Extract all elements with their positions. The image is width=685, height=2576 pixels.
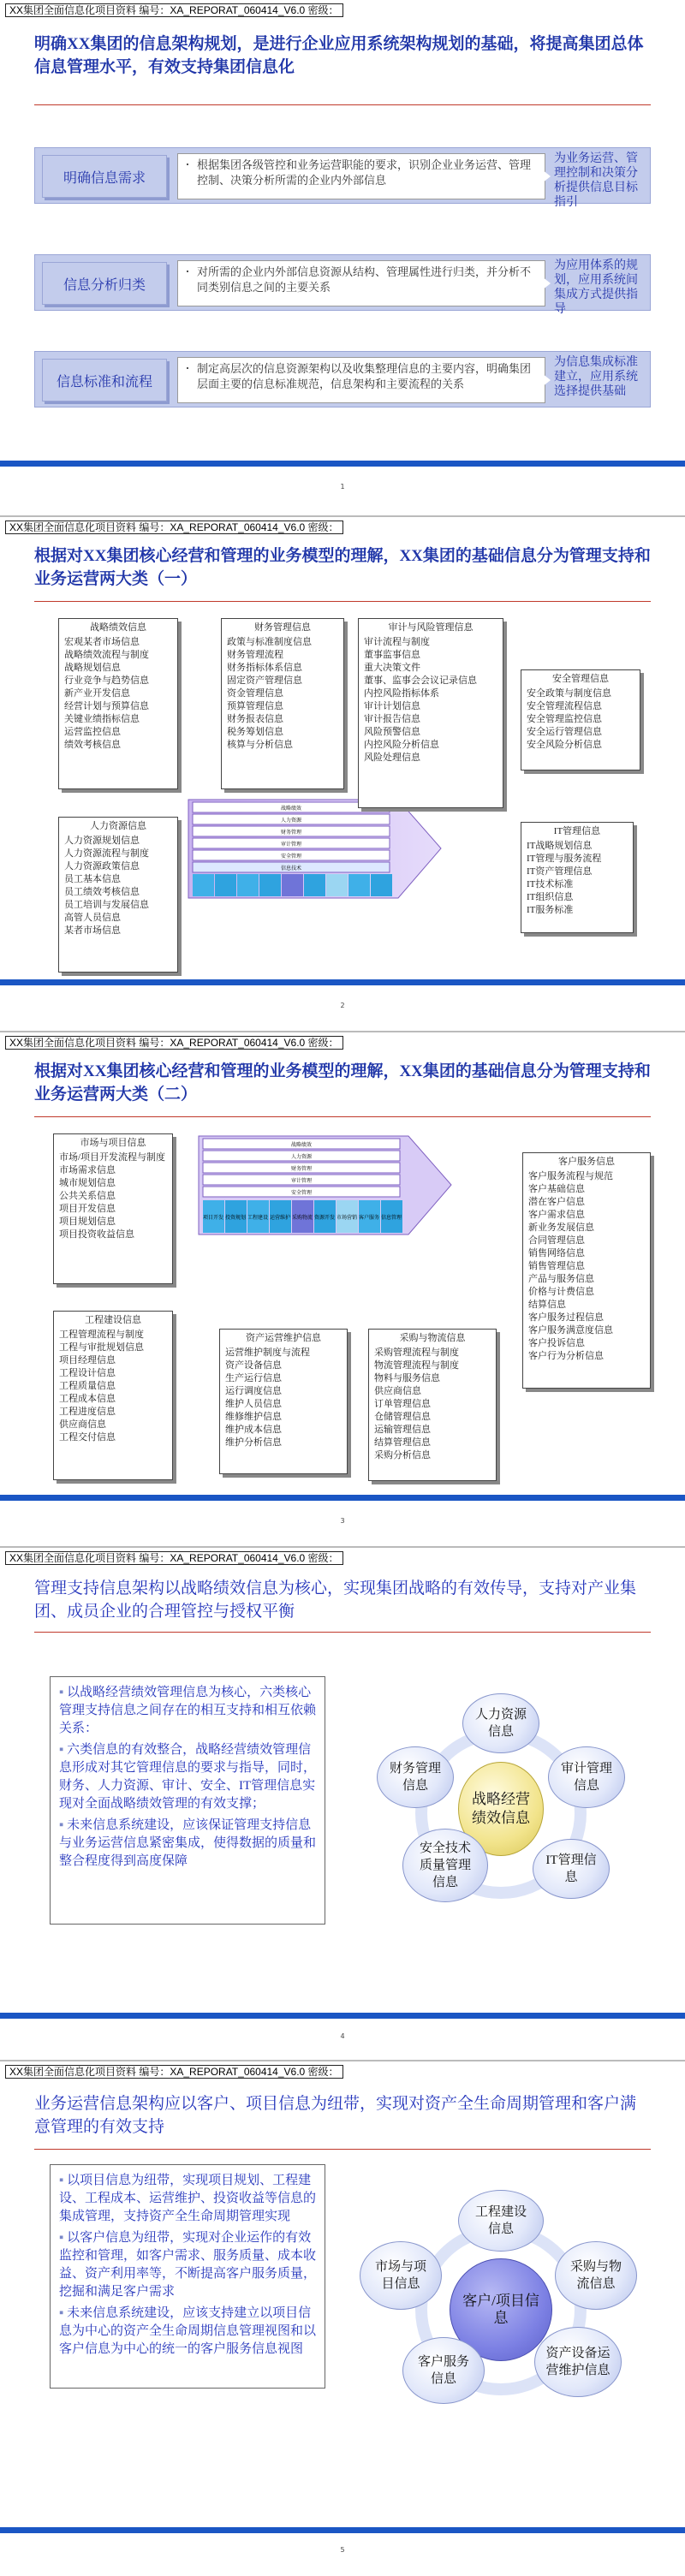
list-item: 仓储管理信息 <box>374 1412 431 1422</box>
header-bar <box>0 1032 685 1051</box>
box-items <box>64 835 172 937</box>
paragraph <box>59 1817 316 1871</box>
list-item: IT管理与服务流程 <box>527 854 602 864</box>
list-item: 战略规划信息 <box>64 663 121 673</box>
box-asset-maintenance <box>219 1329 348 1474</box>
layer-label: 审计管理 <box>290 1178 313 1184</box>
list-item: 销售网络信息 <box>528 1248 585 1258</box>
box-items <box>227 636 338 752</box>
list-item: 风险处理信息 <box>364 753 420 763</box>
list-item: 维修维护信息 <box>225 1412 282 1422</box>
box-title: 战略绩效信息 <box>90 622 146 633</box>
arrow-icon <box>542 277 551 290</box>
slide-5 <box>0 2060 685 2576</box>
header-bar <box>0 517 685 536</box>
header-bar <box>0 2061 685 2080</box>
list-item: 客户服务过程信息 <box>528 1312 604 1323</box>
header-text: XX集团全面信息化项目资料 编号：XA_REPORAT_060414_V6.0 密级： <box>5 3 343 17</box>
node-market-project: 市场与项目信息 <box>360 2241 442 2310</box>
list-item: 维护成本信息 <box>225 1425 282 1435</box>
paragraph <box>59 2229 316 2301</box>
list-item: 结算信息 <box>528 1300 566 1310</box>
footer-bar <box>0 461 685 467</box>
list-item: 运输管理信息 <box>374 1425 431 1435</box>
list-item: 工程交付信息 <box>59 1432 116 1443</box>
list-item: 项目经理信息 <box>59 1355 116 1365</box>
box-security <box>521 669 640 770</box>
box-title: 客户服务信息 <box>558 1157 615 1167</box>
list-item: 财务报表信息 <box>227 714 283 724</box>
title-underline <box>34 104 651 105</box>
list-item: 人力资源政策信息 <box>64 861 140 872</box>
row-text: · 制定高层次的信息资源架构以及收集整理信息的主要内容，明确集团层面主要的信息标准规范，信息架构和主要流程的关系 <box>177 357 545 403</box>
row-text: · 根据集团各级管控和业务运营职能的要求，识别企业业务运营、管理控制、决策分析所需的企业内外部信息 <box>177 153 545 199</box>
list-item: 项目开发信息 <box>59 1204 116 1214</box>
box-title: 资产运营维护信息 <box>246 1333 321 1343</box>
list-item: 审计计划信息 <box>364 701 420 711</box>
list-item: 内控风险指标体系 <box>364 688 439 699</box>
node-finance: 财务管理信息 <box>377 1746 454 1808</box>
list-item: IT资产管理信息 <box>527 866 593 877</box>
bullet-icon: ▪ <box>59 2174 68 2187</box>
paragraph <box>59 1684 316 1738</box>
list-item: 市场/项目开发流程与制度 <box>59 1152 166 1163</box>
box-title: 工程建设信息 <box>85 1315 141 1325</box>
box-strategy-performance <box>58 618 178 789</box>
slide-3-title: 根据对XX集团核心经营和管理的业务模型的理解，XX集团的基础信息分为管理支持和业务运营两大类（二） <box>34 1062 651 1104</box>
list-item: 绩效考核信息 <box>64 740 121 750</box>
cell-label: 采购物流 <box>291 1215 313 1221</box>
layer-label: 战略绩效 <box>280 806 302 812</box>
slide-5-title: 业务运营信息架构应以客户、项目信息为纽带，实现对资产全生命周期管理和客户满意管理的有效支持 <box>34 2095 637 2136</box>
list-item: IT技术标准 <box>527 879 574 889</box>
list-item: 采购管理流程与制度 <box>374 1347 459 1358</box>
list-item: 销售管理信息 <box>528 1261 585 1271</box>
footer-bar <box>0 1495 685 1501</box>
list-item: 物流管理流程与制度 <box>374 1360 459 1371</box>
page-number: 5 <box>340 2546 345 2554</box>
header-bar <box>0 0 685 19</box>
center-node: 战略经营绩效信息 <box>458 1762 544 1856</box>
list-item: 维护分析信息 <box>225 1437 282 1448</box>
title-underline <box>34 2149 651 2150</box>
list-item: 安全管理流程信息 <box>527 701 602 711</box>
arrow-icon <box>542 373 551 387</box>
footer-bar <box>0 2527 685 2533</box>
layer-label: 安全管理 <box>290 1190 313 1196</box>
list-item: 客户投诉信息 <box>528 1338 585 1348</box>
box-customer-service <box>522 1152 651 1389</box>
layer-label: 安全管理 <box>280 854 302 860</box>
slide-1-title: 明确XX集团的信息架构规划，是进行企业应用系统架构规划的基础，将提高集团总体信息管理水平，有效支持集团信息化 <box>34 35 644 76</box>
list-item: 合同管理信息 <box>528 1235 585 1246</box>
list-item: 员工绩效考核信息 <box>64 887 140 897</box>
bullet-icon: ▪ <box>59 2306 68 2320</box>
cell-label: 客户服务 <box>358 1215 380 1221</box>
list-item: 资金管理信息 <box>227 688 283 699</box>
node-it: IT管理信息 <box>533 1839 610 1899</box>
list-item: 安全政策与制度信息 <box>527 688 611 699</box>
title-underline <box>34 1116 651 1117</box>
text-panel <box>50 1676 325 1925</box>
box-title: 市场与项目信息 <box>80 1138 146 1148</box>
row-result: 为业务运营、管理控制和决策分析提供信息目标指引 <box>554 152 638 209</box>
box-items <box>59 1329 167 1444</box>
list-item: 客户服务满意度信息 <box>528 1325 613 1336</box>
list-item: 工程设计信息 <box>59 1368 116 1378</box>
box-finance <box>221 618 344 789</box>
list-item: 预算管理信息 <box>227 701 283 711</box>
list-item: 采购分析信息 <box>374 1450 431 1461</box>
list-item: 财务指标体系信息 <box>227 663 302 673</box>
footer-bar <box>0 2013 685 2019</box>
box-market-project <box>53 1133 173 1284</box>
row-result: 为信息集成标准建立，应用系统选择提供基础 <box>554 356 638 398</box>
slide-2-title: 根据对XX集团核心经营和管理的业务模型的理解，XX集团的基础信息分为管理支持和业务运营两大类（一） <box>34 547 651 588</box>
cell-label: 项目开发 <box>202 1215 224 1221</box>
paragraph-text: 六类信息的有效整合，战略经营绩效管理信息形成对其它管理信息的要求与指导，同时，财务、人力资源、审计、安全、IT管理信息实现对全面战略绩效管理的有效支撑； <box>59 1743 317 1811</box>
list-item: 工程进度信息 <box>59 1407 116 1417</box>
box-items <box>364 636 497 764</box>
list-item: IT组织信息 <box>527 892 574 902</box>
cell-label: 工程建设 <box>247 1215 269 1221</box>
box-items <box>64 636 172 752</box>
list-item: 人力资源流程与制度 <box>64 848 149 859</box>
list-item: 工程管理流程与制度 <box>59 1330 144 1340</box>
list-item: 员工培训与发展信息 <box>64 900 149 910</box>
box-it-management <box>521 822 634 933</box>
box-title: 安全管理信息 <box>552 674 609 684</box>
row-label: 信息标准和流程 <box>42 359 167 402</box>
box-items <box>59 1151 167 1241</box>
paragraph <box>59 1741 316 1813</box>
list-item: 战略绩效流程与制度 <box>64 650 149 660</box>
layer-label: 人力资源 <box>280 818 302 824</box>
list-item: 经营计划与预算信息 <box>64 701 149 711</box>
box-items <box>374 1347 491 1462</box>
list-item: 重大决策文件 <box>364 663 420 673</box>
list-item: 新业务发展信息 <box>528 1223 594 1233</box>
business-model-pyramid <box>190 1132 456 1239</box>
list-item: 关键业绩指标信息 <box>64 714 140 724</box>
list-item: 生产运行信息 <box>225 1373 282 1383</box>
list-item: 高管人员信息 <box>64 913 121 923</box>
box-title: 财务管理信息 <box>254 622 311 633</box>
list-item: 资产设备信息 <box>225 1360 282 1371</box>
cell-label: 运营维护 <box>269 1215 291 1221</box>
node-asset: 资产设备运营维护信息 <box>534 2327 622 2397</box>
list-item: IT服务标准 <box>527 905 574 915</box>
cell-label: 资源开发 <box>313 1215 336 1221</box>
slide-2 <box>0 515 685 1025</box>
box-title: IT管理信息 <box>553 826 601 836</box>
box-title: 采购与物流信息 <box>399 1333 466 1343</box>
paragraph <box>59 2305 316 2359</box>
node-audit: 审计管理信息 <box>548 1746 625 1808</box>
row-info-demand <box>34 147 651 209</box>
row-info-standard <box>34 351 651 408</box>
list-item: 客户基础信息 <box>528 1184 585 1194</box>
list-item: IT战略规划信息 <box>527 841 593 851</box>
cell-label: 市场营销 <box>336 1215 358 1221</box>
list-item: 政策与标准制度信息 <box>227 637 312 647</box>
title-underline <box>34 601 651 602</box>
bullet-icon: ▪ <box>59 1743 68 1757</box>
list-item: 人力资源规划信息 <box>64 836 140 846</box>
slide-3 <box>0 1031 685 1540</box>
layer-label: 财务管理 <box>290 1166 313 1172</box>
box-title: 审计与风险管理信息 <box>388 622 474 633</box>
list-item: 安全风险分析信息 <box>527 740 602 750</box>
slide-1 <box>0 0 685 509</box>
list-item: 客户需求信息 <box>528 1210 585 1220</box>
list-item: 风险预警信息 <box>364 727 420 737</box>
bullet-icon: ▪ <box>59 1818 68 1832</box>
paragraph-text: 以战略经营绩效管理信息为核心，六类核心管理支持信息之间存在的相互支持和相互依赖关系： <box>59 1686 317 1735</box>
paragraph-text: 未来信息系统建设，应该保证管理支持信息与业务运营信息紧密集成，使得数据的质量和整合程度得到高度保障 <box>59 1818 317 1868</box>
list-item: 订单管理信息 <box>374 1399 431 1409</box>
title-underline <box>34 1632 651 1633</box>
center-node: 客户/项目信息 <box>450 2258 552 2361</box>
list-item: 内控风险分析信息 <box>364 740 439 750</box>
node-customer-service: 客户服务信息 <box>402 2337 485 2404</box>
box-human-resources <box>58 817 178 973</box>
list-item: 工程成本信息 <box>59 1394 116 1404</box>
list-item: 安全运行管理信息 <box>527 727 602 737</box>
list-item: 项目投资收益信息 <box>59 1229 134 1240</box>
list-item: 潜在客户信息 <box>528 1197 585 1207</box>
bullet-icon: ▪ <box>59 1686 68 1699</box>
list-item: 员工基本信息 <box>64 874 121 884</box>
list-item: 城市规划信息 <box>59 1178 116 1188</box>
box-items <box>527 687 634 752</box>
layer-label: 战略绩效 <box>290 1142 313 1148</box>
header-text: XX集团全面信息化项目资料 编号：XA_REPORAT_060414_V6.0 密级： <box>5 1551 343 1565</box>
list-item: 税务筹划信息 <box>227 727 283 737</box>
page-number: 4 <box>340 2032 345 2040</box>
list-item: 行业竞争与趋势信息 <box>64 675 149 686</box>
list-item: 安全管理监控信息 <box>527 714 602 724</box>
bullet-icon: ▪ <box>59 2231 68 2245</box>
business-model-pyramid <box>180 795 445 902</box>
cell-label: 信息管理 <box>380 1215 402 1221</box>
arrow-icon <box>542 170 551 183</box>
box-items <box>527 840 628 917</box>
layer-label: 财务管理 <box>280 830 302 836</box>
list-item: 新产业开发信息 <box>64 688 130 699</box>
page-number: 3 <box>340 1517 345 1525</box>
list-item: 客户行为分析信息 <box>528 1351 604 1361</box>
layer-label: 人力资源 <box>290 1154 313 1160</box>
row-label: 明确信息需求 <box>42 155 167 198</box>
list-item: 公共关系信息 <box>59 1191 116 1201</box>
row-result: 为应用体系的规划，应用系统间集成方式提供指导 <box>554 259 638 316</box>
paragraph <box>59 2172 316 2226</box>
box-items <box>528 1170 645 1363</box>
list-item: 市场需求信息 <box>59 1165 116 1175</box>
list-item: 某者市场信息 <box>64 925 121 936</box>
node-procurement: 采购与物流信息 <box>555 2241 637 2310</box>
list-item: 客户服务流程与规范 <box>528 1171 613 1181</box>
header-text: XX集团全面信息化项目资料 编号：XA_REPORAT_060414_V6.0 密级： <box>5 521 343 534</box>
list-item: 物料与服务信息 <box>374 1373 440 1383</box>
page-number: 2 <box>340 1002 345 1009</box>
footer-bar <box>0 979 685 985</box>
list-item: 固定资产管理信息 <box>227 675 302 686</box>
list-item: 供应商信息 <box>374 1386 421 1396</box>
row-info-classify <box>34 254 651 316</box>
list-item: 董事监事信息 <box>364 650 420 660</box>
row-label: 信息分析归类 <box>42 262 167 305</box>
layer-label: 审计管理 <box>280 842 302 848</box>
row-text: · 对所需的企业内外部信息资源从结构、管理属性进行归类，并分析不同类别信息之间的主要关系 <box>177 260 545 306</box>
box-procurement-logistics <box>368 1329 497 1481</box>
list-item: 项目规划信息 <box>59 1217 116 1227</box>
list-item: 维护人员信息 <box>225 1399 282 1409</box>
node-engineering: 工程建设信息 <box>458 2190 544 2252</box>
page-number: 1 <box>340 483 345 491</box>
list-item: 运营监控信息 <box>64 727 121 737</box>
text-panel <box>50 2164 325 2389</box>
box-title: 人力资源信息 <box>90 821 146 831</box>
list-item: 工程与审批规划信息 <box>59 1342 144 1353</box>
layer-label: 信息技术 <box>280 866 302 872</box>
node-security: 安全技术质量管理信息 <box>402 1829 488 1902</box>
list-item: 产品与服务信息 <box>528 1274 594 1284</box>
node-hr: 人力资源信息 <box>462 1693 539 1753</box>
list-item: 工程质量信息 <box>59 1381 116 1391</box>
slide-4 <box>0 1546 685 2055</box>
list-item: 审计报告信息 <box>364 714 420 724</box>
box-audit-risk <box>358 618 503 808</box>
header-bar <box>0 1548 685 1567</box>
list-item: 财务管理流程 <box>227 650 283 660</box>
list-item: 供应商信息 <box>59 1419 106 1430</box>
paragraph-text: 以客户信息为纽带，实现对企业运作的有效监控和管理，如客户需求、服务质量、成本收益、资产利用率等，不断提高客户服务质量，挖掘和满足客户需求 <box>59 2231 317 2299</box>
list-item: 运营维护制度与流程 <box>225 1347 310 1358</box>
list-item: 结算管理信息 <box>374 1437 431 1448</box>
pyramid-cells <box>193 874 392 896</box>
header-text: XX集团全面信息化项目资料 编号：XA_REPORAT_060414_V6.0 密级： <box>5 1036 343 1050</box>
cell-label: 投资规划 <box>224 1215 247 1221</box>
list-item: 审计流程与制度 <box>364 637 430 647</box>
header-text: XX集团全面信息化项目资料 编号：XA_REPORAT_060414_V6.0 密级： <box>5 2065 343 2079</box>
list-item: 核算与分析信息 <box>227 740 293 750</box>
list-item: 董事、监事会会议记录信息 <box>364 675 477 686</box>
paragraph-text: 以项目信息为纽带，实现项目规划、工程建设、工程成本、运营维护、投资收益等信息的集成管理，支持资产全生命周期管理实现 <box>59 2174 317 2223</box>
paragraph-text: 未来信息系统建设，应该支持建立以项目信息为中心的资产全生命周期信息管理视图和以客户信息为中心的统一的客户服务信息视图 <box>59 2306 317 2356</box>
list-item: 宏观某者市场信息 <box>64 637 140 647</box>
box-items <box>225 1347 342 1449</box>
box-engineering <box>53 1311 173 1480</box>
list-item: 运行调度信息 <box>225 1386 282 1396</box>
list-item: 价格与计费信息 <box>528 1287 594 1297</box>
slide-4-title: 管理支持信息架构以战略绩效信息为核心，实现集团战略的有效传导，支持对产业集团、成员企业的合理管控与授权平衡 <box>34 1580 637 1621</box>
